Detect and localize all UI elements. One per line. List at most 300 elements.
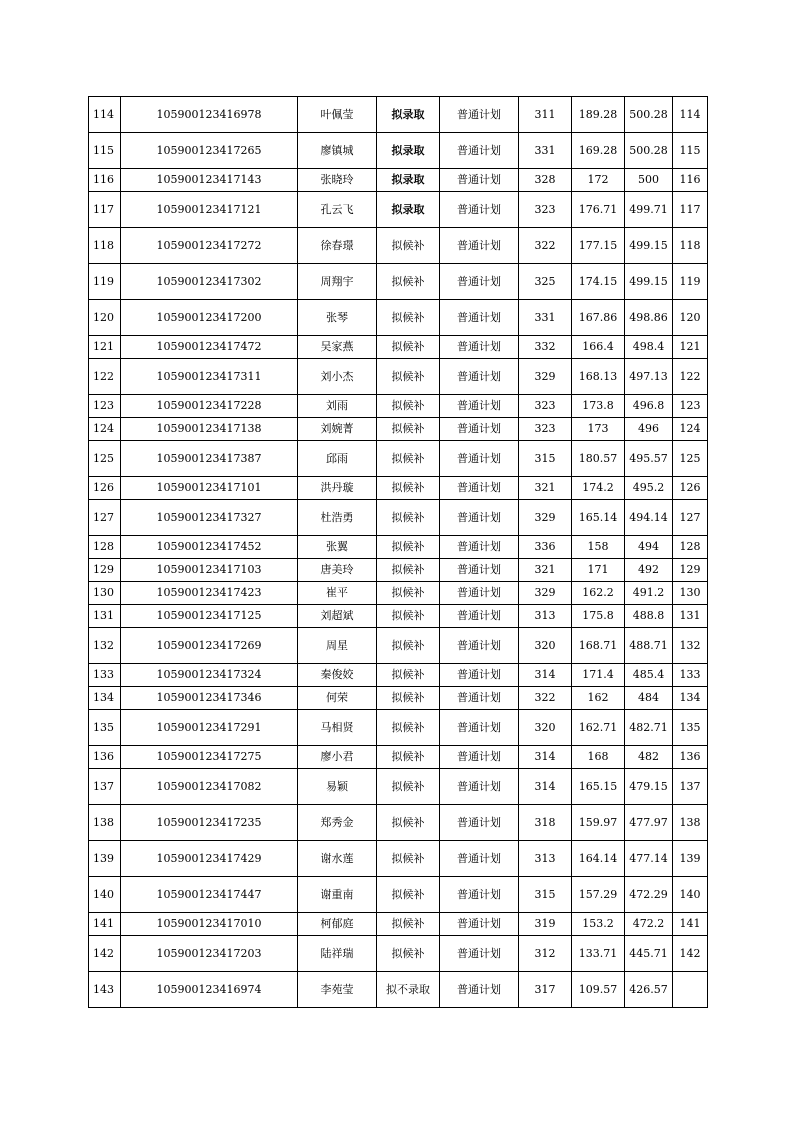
total-score-cell: 496.8 xyxy=(625,395,673,418)
total-score-cell: 499.71 xyxy=(625,192,673,228)
exam-score-cell: 325 xyxy=(519,264,572,300)
admission-status-cell: 拟录取 xyxy=(377,169,440,192)
candidate-id-cell: 105900123417101 xyxy=(121,477,298,500)
table-row xyxy=(89,559,708,582)
total-score-cell: 488.71 xyxy=(625,628,673,664)
total-score-cell: 485.4 xyxy=(625,664,673,687)
exam-score-cell: 313 xyxy=(519,841,572,877)
exam-score-cell: 320 xyxy=(519,710,572,746)
candidate-id-cell: 105900123417265 xyxy=(121,133,298,169)
total-score-cell: 482.71 xyxy=(625,710,673,746)
total-score-cell: 477.97 xyxy=(625,805,673,841)
total-score-cell: 426.57 xyxy=(625,972,673,1008)
admission-status-cell: 拟录取 xyxy=(377,192,440,228)
total-score-cell: 484 xyxy=(625,687,673,710)
candidate-id-cell: 105900123417324 xyxy=(121,664,298,687)
total-score-cell: 496 xyxy=(625,418,673,441)
rank-cell: 124 xyxy=(673,418,708,441)
rank-cell: 125 xyxy=(673,441,708,477)
plan-type-cell: 普通计划 xyxy=(440,336,519,359)
plan-type-cell: 普通计划 xyxy=(440,628,519,664)
rank-cell: 120 xyxy=(673,300,708,336)
row-number-cell: 117 xyxy=(89,192,121,228)
retest-score-cell: 173 xyxy=(572,418,625,441)
candidate-name-cell: 何荣 xyxy=(298,687,377,710)
admission-status-cell: 拟候补 xyxy=(377,877,440,913)
row-number-cell: 121 xyxy=(89,336,121,359)
admission-status-cell: 拟候补 xyxy=(377,936,440,972)
row-number-cell: 139 xyxy=(89,841,121,877)
candidate-name-cell: 杜浩勇 xyxy=(298,500,377,536)
candidate-id-cell: 105900123417235 xyxy=(121,805,298,841)
rank-cell: 138 xyxy=(673,805,708,841)
exam-score-cell: 323 xyxy=(519,418,572,441)
table-row xyxy=(89,97,708,133)
candidate-name-cell: 徐春璟 xyxy=(298,228,377,264)
candidate-name-cell: 洪丹璇 xyxy=(298,477,377,500)
candidate-name-cell: 谢重南 xyxy=(298,877,377,913)
retest-score-cell: 168.71 xyxy=(572,628,625,664)
rank-cell: 139 xyxy=(673,841,708,877)
candidate-name-cell: 孔云飞 xyxy=(298,192,377,228)
plan-type-cell: 普通计划 xyxy=(440,192,519,228)
plan-type-cell: 普通计划 xyxy=(440,395,519,418)
admission-status-cell: 拟候补 xyxy=(377,500,440,536)
rank-cell: 128 xyxy=(673,536,708,559)
plan-type-cell: 普通计划 xyxy=(440,664,519,687)
row-number-cell: 133 xyxy=(89,664,121,687)
candidate-id-cell: 105900123417125 xyxy=(121,605,298,628)
exam-score-cell: 329 xyxy=(519,359,572,395)
candidate-id-cell: 105900123416974 xyxy=(121,972,298,1008)
admission-status-cell: 拟候补 xyxy=(377,769,440,805)
table-row xyxy=(89,359,708,395)
exam-score-cell: 314 xyxy=(519,664,572,687)
rank-cell: 126 xyxy=(673,477,708,500)
rank-cell: 115 xyxy=(673,133,708,169)
table-row xyxy=(89,877,708,913)
admission-status-cell: 拟候补 xyxy=(377,536,440,559)
rank-cell: 140 xyxy=(673,877,708,913)
total-score-cell: 499.15 xyxy=(625,228,673,264)
admission-status-cell: 拟候补 xyxy=(377,441,440,477)
exam-score-cell: 323 xyxy=(519,395,572,418)
exam-score-cell: 329 xyxy=(519,582,572,605)
candidate-id-cell: 105900123417269 xyxy=(121,628,298,664)
table-row xyxy=(89,264,708,300)
total-score-cell: 498.4 xyxy=(625,336,673,359)
plan-type-cell: 普通计划 xyxy=(440,972,519,1008)
plan-type-cell: 普通计划 xyxy=(440,500,519,536)
plan-type-cell: 普通计划 xyxy=(440,805,519,841)
exam-score-cell: 336 xyxy=(519,536,572,559)
retest-score-cell: 164.14 xyxy=(572,841,625,877)
candidate-id-cell: 105900123417200 xyxy=(121,300,298,336)
retest-score-cell: 165.14 xyxy=(572,500,625,536)
row-number-cell: 123 xyxy=(89,395,121,418)
rank-cell: 114 xyxy=(673,97,708,133)
candidate-name-cell: 邱雨 xyxy=(298,441,377,477)
candidate-id-cell: 105900123417275 xyxy=(121,746,298,769)
candidate-name-cell: 周翔宇 xyxy=(298,264,377,300)
total-score-cell: 445.71 xyxy=(625,936,673,972)
rank-cell: 137 xyxy=(673,769,708,805)
total-score-cell: 497.13 xyxy=(625,359,673,395)
candidate-id-cell: 105900123416978 xyxy=(121,97,298,133)
plan-type-cell: 普通计划 xyxy=(440,133,519,169)
plan-type-cell: 普通计划 xyxy=(440,710,519,746)
candidate-id-cell: 105900123417429 xyxy=(121,841,298,877)
admission-status-cell: 拟录取 xyxy=(377,133,440,169)
row-number-cell: 137 xyxy=(89,769,121,805)
total-score-cell: 477.14 xyxy=(625,841,673,877)
table-row xyxy=(89,192,708,228)
row-number-cell: 118 xyxy=(89,228,121,264)
plan-type-cell: 普通计划 xyxy=(440,913,519,936)
admission-status-cell: 拟候补 xyxy=(377,395,440,418)
exam-score-cell: 311 xyxy=(519,97,572,133)
candidate-id-cell: 105900123417203 xyxy=(121,936,298,972)
total-score-cell: 479.15 xyxy=(625,769,673,805)
retest-score-cell: 180.57 xyxy=(572,441,625,477)
candidate-name-cell: 张晓玲 xyxy=(298,169,377,192)
total-score-cell: 500 xyxy=(625,169,673,192)
retest-score-cell: 167.86 xyxy=(572,300,625,336)
total-score-cell: 495.2 xyxy=(625,477,673,500)
plan-type-cell: 普通计划 xyxy=(440,418,519,441)
rank-cell: 118 xyxy=(673,228,708,264)
candidate-name-cell: 易颖 xyxy=(298,769,377,805)
plan-type-cell: 普通计划 xyxy=(440,769,519,805)
retest-score-cell: 168.13 xyxy=(572,359,625,395)
candidate-id-cell: 105900123417311 xyxy=(121,359,298,395)
candidate-id-cell: 105900123417010 xyxy=(121,913,298,936)
row-number-cell: 142 xyxy=(89,936,121,972)
row-number-cell: 143 xyxy=(89,972,121,1008)
admission-status-cell: 拟候补 xyxy=(377,336,440,359)
retest-score-cell: 168 xyxy=(572,746,625,769)
exam-score-cell: 318 xyxy=(519,805,572,841)
total-score-cell: 500.28 xyxy=(625,133,673,169)
table-row xyxy=(89,687,708,710)
rank-cell: 136 xyxy=(673,746,708,769)
admission-status-cell: 拟候补 xyxy=(377,805,440,841)
rank-cell: 141 xyxy=(673,913,708,936)
row-number-cell: 128 xyxy=(89,536,121,559)
rank-cell: 117 xyxy=(673,192,708,228)
retest-score-cell: 162.2 xyxy=(572,582,625,605)
rank-cell xyxy=(673,972,708,1008)
plan-type-cell: 普通计划 xyxy=(440,441,519,477)
exam-score-cell: 322 xyxy=(519,687,572,710)
admission-status-cell: 拟候补 xyxy=(377,359,440,395)
table-row xyxy=(89,418,708,441)
plan-type-cell: 普通计划 xyxy=(440,536,519,559)
exam-score-cell: 320 xyxy=(519,628,572,664)
table-row xyxy=(89,228,708,264)
candidate-id-cell: 105900123417346 xyxy=(121,687,298,710)
candidate-name-cell: 唐美玲 xyxy=(298,559,377,582)
retest-score-cell: 174.2 xyxy=(572,477,625,500)
plan-type-cell: 普通计划 xyxy=(440,605,519,628)
total-score-cell: 472.29 xyxy=(625,877,673,913)
candidate-name-cell: 叶佩莹 xyxy=(298,97,377,133)
total-score-cell: 491.2 xyxy=(625,582,673,605)
row-number-cell: 134 xyxy=(89,687,121,710)
retest-score-cell: 171.4 xyxy=(572,664,625,687)
rank-cell: 121 xyxy=(673,336,708,359)
exam-score-cell: 313 xyxy=(519,605,572,628)
exam-score-cell: 321 xyxy=(519,559,572,582)
candidate-id-cell: 105900123417447 xyxy=(121,877,298,913)
rank-cell: 131 xyxy=(673,605,708,628)
admission-status-cell: 拟候补 xyxy=(377,913,440,936)
plan-type-cell: 普通计划 xyxy=(440,97,519,133)
candidate-name-cell: 刘小杰 xyxy=(298,359,377,395)
candidate-name-cell: 马相贤 xyxy=(298,710,377,746)
retest-score-cell: 173.8 xyxy=(572,395,625,418)
plan-type-cell: 普通计划 xyxy=(440,228,519,264)
candidate-id-cell: 105900123417082 xyxy=(121,769,298,805)
exam-score-cell: 322 xyxy=(519,228,572,264)
rank-cell: 123 xyxy=(673,395,708,418)
plan-type-cell: 普通计划 xyxy=(440,169,519,192)
admission-status-cell: 拟候补 xyxy=(377,664,440,687)
table-row xyxy=(89,628,708,664)
candidate-name-cell: 周星 xyxy=(298,628,377,664)
table-row xyxy=(89,664,708,687)
candidate-name-cell: 张琴 xyxy=(298,300,377,336)
retest-score-cell: 162.71 xyxy=(572,710,625,746)
row-number-cell: 115 xyxy=(89,133,121,169)
rank-cell: 122 xyxy=(673,359,708,395)
exam-score-cell: 328 xyxy=(519,169,572,192)
candidate-id-cell: 105900123417387 xyxy=(121,441,298,477)
admission-status-cell: 拟候补 xyxy=(377,628,440,664)
table-row xyxy=(89,441,708,477)
admission-status-cell: 拟候补 xyxy=(377,710,440,746)
table-row xyxy=(89,710,708,746)
candidate-id-cell: 105900123417138 xyxy=(121,418,298,441)
row-number-cell: 116 xyxy=(89,169,121,192)
admission-status-cell: 拟候补 xyxy=(377,300,440,336)
row-number-cell: 124 xyxy=(89,418,121,441)
row-number-cell: 129 xyxy=(89,559,121,582)
plan-type-cell: 普通计划 xyxy=(440,687,519,710)
exam-score-cell: 312 xyxy=(519,936,572,972)
rank-cell: 116 xyxy=(673,169,708,192)
table-row xyxy=(89,805,708,841)
table-row xyxy=(89,769,708,805)
exam-score-cell: 331 xyxy=(519,133,572,169)
retest-score-cell: 158 xyxy=(572,536,625,559)
candidate-id-cell: 105900123417302 xyxy=(121,264,298,300)
rank-cell: 130 xyxy=(673,582,708,605)
total-score-cell: 500.28 xyxy=(625,97,673,133)
plan-type-cell: 普通计划 xyxy=(440,746,519,769)
plan-type-cell: 普通计划 xyxy=(440,264,519,300)
candidate-id-cell: 105900123417327 xyxy=(121,500,298,536)
row-number-cell: 114 xyxy=(89,97,121,133)
admission-status-cell: 拟候补 xyxy=(377,559,440,582)
candidate-id-cell: 105900123417452 xyxy=(121,536,298,559)
row-number-cell: 140 xyxy=(89,877,121,913)
candidate-name-cell: 刘婉菁 xyxy=(298,418,377,441)
table-row xyxy=(89,477,708,500)
candidate-name-cell: 谢水莲 xyxy=(298,841,377,877)
retest-score-cell: 175.8 xyxy=(572,605,625,628)
candidate-name-cell: 刘雨 xyxy=(298,395,377,418)
candidate-name-cell: 郑秀金 xyxy=(298,805,377,841)
table-row xyxy=(89,605,708,628)
plan-type-cell: 普通计划 xyxy=(440,300,519,336)
table-row xyxy=(89,395,708,418)
retest-score-cell: 177.15 xyxy=(572,228,625,264)
total-score-cell: 495.57 xyxy=(625,441,673,477)
row-number-cell: 122 xyxy=(89,359,121,395)
candidate-name-cell: 崔平 xyxy=(298,582,377,605)
row-number-cell: 136 xyxy=(89,746,121,769)
candidate-name-cell: 秦俊姣 xyxy=(298,664,377,687)
retest-score-cell: 109.57 xyxy=(572,972,625,1008)
table-row xyxy=(89,913,708,936)
candidate-name-cell: 廖镇城 xyxy=(298,133,377,169)
row-number-cell: 138 xyxy=(89,805,121,841)
candidate-id-cell: 105900123417272 xyxy=(121,228,298,264)
exam-score-cell: 315 xyxy=(519,877,572,913)
exam-score-cell: 315 xyxy=(519,441,572,477)
admission-status-cell: 拟候补 xyxy=(377,264,440,300)
table-row xyxy=(89,500,708,536)
admission-status-cell: 拟不录取 xyxy=(377,972,440,1008)
total-score-cell: 499.15 xyxy=(625,264,673,300)
row-number-cell: 126 xyxy=(89,477,121,500)
retest-score-cell: 171 xyxy=(572,559,625,582)
candidate-name-cell: 刘超斌 xyxy=(298,605,377,628)
candidate-id-cell: 105900123417472 xyxy=(121,336,298,359)
rank-cell: 129 xyxy=(673,559,708,582)
retest-score-cell: 166.4 xyxy=(572,336,625,359)
total-score-cell: 472.2 xyxy=(625,913,673,936)
rank-cell: 132 xyxy=(673,628,708,664)
row-number-cell: 135 xyxy=(89,710,121,746)
candidate-name-cell: 柯郁庭 xyxy=(298,913,377,936)
row-number-cell: 132 xyxy=(89,628,121,664)
candidate-id-cell: 105900123417228 xyxy=(121,395,298,418)
candidate-name-cell: 李苑莹 xyxy=(298,972,377,1008)
exam-score-cell: 329 xyxy=(519,500,572,536)
admission-status-cell: 拟候补 xyxy=(377,687,440,710)
total-score-cell: 488.8 xyxy=(625,605,673,628)
retest-score-cell: 162 xyxy=(572,687,625,710)
retest-score-cell: 159.97 xyxy=(572,805,625,841)
table-row xyxy=(89,972,708,1008)
candidate-id-cell: 105900123417291 xyxy=(121,710,298,746)
exam-score-cell: 332 xyxy=(519,336,572,359)
table-row xyxy=(89,582,708,605)
table-row xyxy=(89,936,708,972)
table-row xyxy=(89,300,708,336)
row-number-cell: 127 xyxy=(89,500,121,536)
rank-cell: 142 xyxy=(673,936,708,972)
total-score-cell: 494 xyxy=(625,536,673,559)
retest-score-cell: 172 xyxy=(572,169,625,192)
retest-score-cell: 165.15 xyxy=(572,769,625,805)
retest-score-cell: 133.71 xyxy=(572,936,625,972)
retest-score-cell: 174.15 xyxy=(572,264,625,300)
row-number-cell: 120 xyxy=(89,300,121,336)
candidate-id-cell: 105900123417143 xyxy=(121,169,298,192)
candidate-name-cell: 廖小君 xyxy=(298,746,377,769)
candidate-id-cell: 105900123417121 xyxy=(121,192,298,228)
table-row xyxy=(89,133,708,169)
plan-type-cell: 普通计划 xyxy=(440,841,519,877)
rank-cell: 134 xyxy=(673,687,708,710)
exam-score-cell: 319 xyxy=(519,913,572,936)
admission-status-cell: 拟候补 xyxy=(377,418,440,441)
admission-table xyxy=(88,96,708,1008)
exam-score-cell: 331 xyxy=(519,300,572,336)
admission-status-cell: 拟候补 xyxy=(377,841,440,877)
plan-type-cell: 普通计划 xyxy=(440,936,519,972)
row-number-cell: 130 xyxy=(89,582,121,605)
admission-status-cell: 拟候补 xyxy=(377,477,440,500)
retest-score-cell: 169.28 xyxy=(572,133,625,169)
rank-cell: 119 xyxy=(673,264,708,300)
admission-status-cell: 拟录取 xyxy=(377,97,440,133)
plan-type-cell: 普通计划 xyxy=(440,877,519,913)
table-row xyxy=(89,746,708,769)
rank-cell: 133 xyxy=(673,664,708,687)
row-number-cell: 119 xyxy=(89,264,121,300)
rank-cell: 127 xyxy=(673,500,708,536)
retest-score-cell: 153.2 xyxy=(572,913,625,936)
admission-status-cell: 拟候补 xyxy=(377,228,440,264)
retest-score-cell: 176.71 xyxy=(572,192,625,228)
total-score-cell: 482 xyxy=(625,746,673,769)
rank-cell: 135 xyxy=(673,710,708,746)
row-number-cell: 125 xyxy=(89,441,121,477)
table-row xyxy=(89,336,708,359)
total-score-cell: 494.14 xyxy=(625,500,673,536)
exam-score-cell: 323 xyxy=(519,192,572,228)
candidate-id-cell: 105900123417103 xyxy=(121,559,298,582)
row-number-cell: 141 xyxy=(89,913,121,936)
candidate-id-cell: 105900123417423 xyxy=(121,582,298,605)
exam-score-cell: 317 xyxy=(519,972,572,1008)
retest-score-cell: 157.29 xyxy=(572,877,625,913)
exam-score-cell: 314 xyxy=(519,769,572,805)
table-row xyxy=(89,841,708,877)
row-number-cell: 131 xyxy=(89,605,121,628)
table-row xyxy=(89,169,708,192)
retest-score-cell: 189.28 xyxy=(572,97,625,133)
candidate-name-cell: 陆祥瑞 xyxy=(298,936,377,972)
plan-type-cell: 普通计划 xyxy=(440,359,519,395)
candidate-name-cell: 吴家燕 xyxy=(298,336,377,359)
plan-type-cell: 普通计划 xyxy=(440,559,519,582)
admission-status-cell: 拟候补 xyxy=(377,582,440,605)
exam-score-cell: 314 xyxy=(519,746,572,769)
admission-status-cell: 拟候补 xyxy=(377,746,440,769)
exam-score-cell: 321 xyxy=(519,477,572,500)
total-score-cell: 492 xyxy=(625,559,673,582)
admission-status-cell: 拟候补 xyxy=(377,605,440,628)
table-row xyxy=(89,536,708,559)
total-score-cell: 498.86 xyxy=(625,300,673,336)
candidate-name-cell: 张翼 xyxy=(298,536,377,559)
plan-type-cell: 普通计划 xyxy=(440,477,519,500)
